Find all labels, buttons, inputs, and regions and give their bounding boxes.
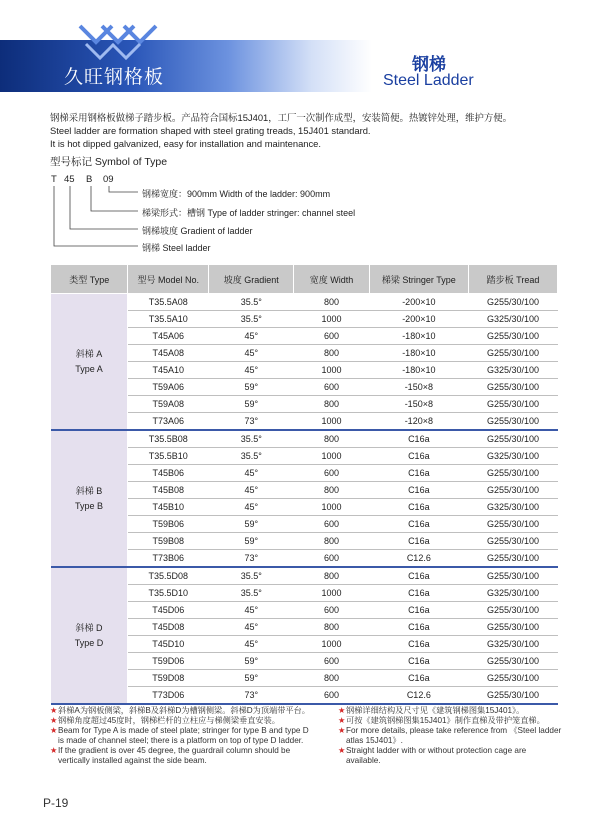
column-header: 坡度 Gradient <box>209 265 294 294</box>
stringer-cell: C16a <box>369 499 468 516</box>
page-title-cn: 钢梯 <box>412 55 446 75</box>
stringer-cell: C16a <box>369 585 468 602</box>
model-cell: T35.5B10 <box>128 448 209 465</box>
stringer-cell: C16a <box>369 636 468 653</box>
gradient-cell: 35.5° <box>209 567 294 585</box>
stringer-cell: -180×10 <box>369 345 468 362</box>
tread-cell: G325/30/100 <box>469 448 558 465</box>
stringer-cell: C16a <box>369 430 468 448</box>
model-cell: T45D06 <box>128 602 209 619</box>
width-cell: 800 <box>294 430 369 448</box>
notes-left <box>50 706 315 766</box>
intro-line: Steel ladder are formation shaped with steel grating treads, 15J401 standard. <box>50 125 371 136</box>
model-cell: T59D08 <box>128 670 209 687</box>
gradient-cell: 73° <box>209 413 294 431</box>
type-label-cn: 斜梯 D <box>75 622 103 633</box>
type-cell <box>51 294 128 431</box>
tread-cell: G255/30/100 <box>469 670 558 687</box>
stringer-cell: C16a <box>369 482 468 499</box>
model-cell: T45B08 <box>128 482 209 499</box>
notes-right <box>338 706 563 766</box>
tread-cell: G255/30/100 <box>469 396 558 413</box>
width-cell: 800 <box>294 396 369 413</box>
model-cell: T45B10 <box>128 499 209 516</box>
model-cell: T73A06 <box>128 413 209 431</box>
model-cell: T45D10 <box>128 636 209 653</box>
star-icon: ★ <box>50 726 58 735</box>
tread-cell: G255/30/100 <box>469 482 558 499</box>
page-number: P-19 <box>43 796 69 810</box>
stringer-cell: -180×10 <box>369 362 468 379</box>
tread-cell: G255/30/100 <box>469 550 558 568</box>
symbol-code-part: B <box>86 174 93 185</box>
gradient-cell: 45° <box>209 482 294 499</box>
model-cell: T45D08 <box>128 619 209 636</box>
tread-cell: G255/30/100 <box>469 602 558 619</box>
model-cell: T35.5D08 <box>128 567 209 585</box>
symbol-title: 型号标记 Symbol of Type <box>50 156 168 168</box>
table-row <box>51 567 558 585</box>
width-cell: 800 <box>294 294 369 311</box>
width-cell: 600 <box>294 687 369 705</box>
table-body <box>51 294 558 705</box>
gradient-cell: 59° <box>209 670 294 687</box>
column-header: 型号 Model No. <box>128 265 209 294</box>
tread-cell: G255/30/100 <box>469 516 558 533</box>
tread-cell: G255/30/100 <box>469 430 558 448</box>
column-header: 踏步板 Tread <box>469 265 558 294</box>
page-title-en: Steel Ladder <box>383 72 474 89</box>
width-cell: 800 <box>294 533 369 550</box>
width-cell: 600 <box>294 328 369 345</box>
model-cell: T59A08 <box>128 396 209 413</box>
tread-cell: G255/30/100 <box>469 413 558 431</box>
gradient-cell: 45° <box>209 345 294 362</box>
type-label-en: Type D <box>74 637 104 648</box>
gradient-cell: 35.5° <box>209 430 294 448</box>
stringer-cell: -200×10 <box>369 294 468 311</box>
tread-cell: G325/30/100 <box>469 585 558 602</box>
brand-name: 久旺钢格板 <box>64 66 165 88</box>
model-cell: T35.5D10 <box>128 585 209 602</box>
stringer-cell: C16a <box>369 619 468 636</box>
model-cell: T59A06 <box>128 379 209 396</box>
model-cell: T59B06 <box>128 516 209 533</box>
width-cell: 600 <box>294 379 369 396</box>
gradient-cell: 45° <box>209 619 294 636</box>
width-cell: 1000 <box>294 636 369 653</box>
width-cell: 600 <box>294 516 369 533</box>
stringer-cell: C16a <box>369 448 468 465</box>
star-icon: ★ <box>338 716 346 725</box>
note-item: ★ 钢梯角度超过45度时，钢梯栏杆的立柱应与梯侧梁垂直安装。 <box>50 716 280 725</box>
gradient-cell: 59° <box>209 396 294 413</box>
width-cell: 800 <box>294 670 369 687</box>
column-header: 梯梁 Stringer Type <box>369 265 468 294</box>
gradient-cell: 59° <box>209 533 294 550</box>
model-cell: T45A08 <box>128 345 209 362</box>
gradient-cell: 45° <box>209 328 294 345</box>
symbol-legend-item: 钢梯 Steel ladder <box>142 243 211 253</box>
type-label-cn: 斜梯 B <box>75 485 103 496</box>
tread-cell: G255/30/100 <box>469 345 558 362</box>
gradient-cell: 73° <box>209 687 294 705</box>
stringer-cell: C16a <box>369 533 468 550</box>
star-icon: ★ <box>338 726 346 735</box>
table-header-row <box>51 265 558 294</box>
gradient-cell: 45° <box>209 465 294 482</box>
star-icon: ★ <box>50 746 58 755</box>
stringer-cell: -120×8 <box>369 413 468 431</box>
symbol-legend-item: 钢梯坡度 Gradient of ladder <box>142 226 253 236</box>
width-cell: 1000 <box>294 448 369 465</box>
type-label-en: Type B <box>74 500 103 511</box>
symbol-legend-item: 钢梯宽度：900mm Width of the ladder: 900mm <box>142 189 331 199</box>
column-header: 类型 Type <box>51 265 128 294</box>
stringer-cell: C16a <box>369 465 468 482</box>
width-cell: 600 <box>294 465 369 482</box>
spec-table <box>50 264 558 705</box>
model-cell: T45A06 <box>128 328 209 345</box>
note-item: ★ Straight ladder with or without protection cage are available. <box>338 746 527 765</box>
tread-cell: G255/30/100 <box>469 328 558 345</box>
table-row <box>51 430 558 448</box>
symbol-legend-item: 梯梁形式：槽钢 Type of ladder stringer: channel steel <box>142 208 356 218</box>
star-icon: ★ <box>50 706 58 715</box>
gradient-cell: 45° <box>209 362 294 379</box>
symbol-leader-lines <box>0 0 600 260</box>
tread-cell: G255/30/100 <box>469 465 558 482</box>
note-item: ★ For more details, please take reference from 《Steel ladder atlas 15J401》. <box>338 726 562 745</box>
width-cell: 600 <box>294 653 369 670</box>
gradient-cell: 59° <box>209 653 294 670</box>
width-cell: 600 <box>294 550 369 568</box>
stringer-cell: -200×10 <box>369 311 468 328</box>
gradient-cell: 35.5° <box>209 585 294 602</box>
width-cell: 1000 <box>294 585 369 602</box>
gradient-cell: 59° <box>209 516 294 533</box>
gradient-cell: 45° <box>209 636 294 653</box>
model-cell: T35.5B08 <box>128 430 209 448</box>
width-cell: 1000 <box>294 499 369 516</box>
model-cell: T45B06 <box>128 465 209 482</box>
model-cell: T59B08 <box>128 533 209 550</box>
gradient-cell: 45° <box>209 499 294 516</box>
model-cell: T45A10 <box>128 362 209 379</box>
model-cell: T73D06 <box>128 687 209 705</box>
width-cell: 1000 <box>294 362 369 379</box>
intro-line: 钢梯采用钢格板做梯子踏步板。产品符合国标15J401，工厂一次制作成型，安装简便。热镀锌处理，维护方便。 <box>50 112 513 123</box>
note-item: ★ If the gradient is over 45 degree, the guardrail column should be vertically installed against the side beam. <box>50 746 291 765</box>
tread-cell: G325/30/100 <box>469 311 558 328</box>
star-icon: ★ <box>50 716 58 725</box>
tread-cell: G325/30/100 <box>469 362 558 379</box>
intro-line: It is hot dipped galvanized, easy for installation and maintenance. <box>50 138 322 149</box>
stringer-cell: -150×8 <box>369 396 468 413</box>
tread-cell: G255/30/100 <box>469 379 558 396</box>
gradient-cell: 45° <box>209 602 294 619</box>
note-item: ★ 可按《建筑钢梯图集15J401》制作直梯及带护笼直梯。 <box>338 716 545 725</box>
tread-cell: G255/30/100 <box>469 533 558 550</box>
note-item: ★ 钢梯详细结构及尺寸见《建筑钢梯图集15J401》。 <box>338 706 525 715</box>
width-cell: 1000 <box>294 311 369 328</box>
gradient-cell: 35.5° <box>209 448 294 465</box>
stringer-cell: C16a <box>369 653 468 670</box>
stringer-cell: C16a <box>369 602 468 619</box>
stringer-cell: C12.6 <box>369 550 468 568</box>
type-cell <box>51 430 128 567</box>
column-header: 宽度 Width <box>294 265 369 294</box>
width-cell: 800 <box>294 345 369 362</box>
stringer-cell: C16a <box>369 516 468 533</box>
tread-cell: G255/30/100 <box>469 687 558 705</box>
model-cell: T59D06 <box>128 653 209 670</box>
tread-cell: G255/30/100 <box>469 294 558 311</box>
note-item: ★ 斜梯A为钢板侧梁，斜梯B及斜梯D为槽钢侧梁。斜梯D为顶端带平台。 <box>50 706 310 715</box>
tread-cell: G255/30/100 <box>469 653 558 670</box>
width-cell: 800 <box>294 619 369 636</box>
tread-cell: G325/30/100 <box>469 636 558 653</box>
note-item: ★ Beam for Type A is made of steel plate; stringer for type B and type D is made of channel steel; there is a platform on top of type D ladder. <box>50 726 309 745</box>
gradient-cell: 35.5° <box>209 294 294 311</box>
stringer-cell: -150×8 <box>369 379 468 396</box>
star-icon: ★ <box>338 746 346 755</box>
width-cell: 1000 <box>294 413 369 431</box>
type-label-cn: 斜梯 A <box>75 348 103 359</box>
gradient-cell: 35.5° <box>209 311 294 328</box>
symbol-code-part: T <box>51 174 57 185</box>
width-cell: 800 <box>294 567 369 585</box>
stringer-cell: C16a <box>369 567 468 585</box>
model-cell: T35.5A08 <box>128 294 209 311</box>
symbol-code-part: 45 <box>64 174 75 185</box>
model-cell: T35.5A10 <box>128 311 209 328</box>
stringer-cell: -180×10 <box>369 328 468 345</box>
star-icon: ★ <box>338 706 346 715</box>
tread-cell: G255/30/100 <box>469 567 558 585</box>
symbol-code-part: 09 <box>103 174 114 185</box>
tread-cell: G255/30/100 <box>469 619 558 636</box>
model-cell: T73B06 <box>128 550 209 568</box>
stringer-cell: C16a <box>369 670 468 687</box>
type-cell <box>51 567 128 704</box>
width-cell: 800 <box>294 482 369 499</box>
gradient-cell: 59° <box>209 379 294 396</box>
stringer-cell: C12.6 <box>369 687 468 705</box>
table-row <box>51 294 558 311</box>
tread-cell: G325/30/100 <box>469 499 558 516</box>
type-label-en: Type A <box>75 363 103 374</box>
width-cell: 600 <box>294 602 369 619</box>
gradient-cell: 73° <box>209 550 294 568</box>
